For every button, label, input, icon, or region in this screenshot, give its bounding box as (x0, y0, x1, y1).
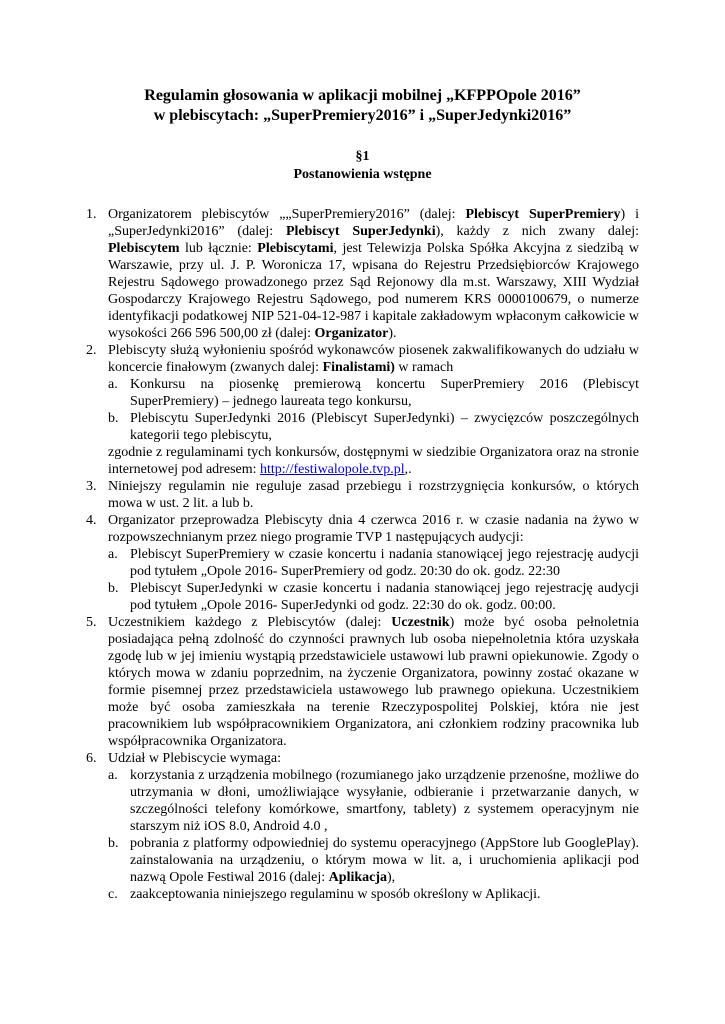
item-text: lub łącznie: (179, 241, 258, 256)
item-number: 2. (86, 343, 97, 358)
item-text: Udział w Plebiscycie wymaga: (108, 751, 282, 766)
item-text: Niniejszy regulamin nie reguluje zasad przebiegu i rozstrzygnięcia konkursów, o których mowa w ust. 2 lit. a lub b. (108, 479, 639, 511)
regulation-list (86, 206, 639, 903)
sub-item (108, 886, 639, 903)
sub-item-letter: a. (108, 547, 118, 562)
section-heading: Postanowienia wstępne (293, 167, 432, 182)
item-number: 3. (86, 479, 97, 494)
item-text: ) może być osoba pełnoletnia posiadająca pełną zdolność do czynności prawnych lub osoba niepełnoletnia która uzyskała zgodę lub w jej imieniu wystąpią przedstawiciele ustawowi lub prawni opiekunowie. Zgody o których mowa w zdaniu poprzednim, na życzenie Organizatora, powinny zostać okazane w formie pisemnej przez przedstawiciela ustawowego lub prawnego opiekuna. Uczestnikiem może być osoba zamieszkała na terenie Rzeczypospolitej Polskiej, która nie jest pracownikiem lub współpracownikiem Organizatora, ani członkiem rodziny pracownika lub współpracownika Organizatora. (108, 615, 640, 749)
website-link[interactable]: http://festiwalopole.tvp.pl (260, 462, 405, 477)
sub-item-letter: b. (108, 836, 119, 851)
sub-item-letter: b. (108, 581, 119, 596)
item-text: ). (388, 326, 397, 341)
defined-term: Uczestnik (391, 615, 450, 630)
list-item (86, 478, 639, 512)
item-number: 6. (86, 751, 97, 766)
sub-list (108, 767, 639, 903)
document-title (86, 86, 639, 126)
sub-item-text: zaakceptowania niniejszego regulaminu w sposób określony w Aplikacji. (130, 887, 541, 902)
list-item (86, 206, 639, 342)
defined-term: Aplikacja (328, 870, 388, 885)
item-text: ) i „SuperJedynki2016” (dalej: (108, 207, 639, 239)
item-text: w ramach (394, 360, 454, 375)
item-text: zgodnie z regulaminami tych konkursów, dostępnymi w siedzibie Organizatora oraz na stronie internetowej pod adresem: (108, 445, 639, 477)
defined-term: Plebiscyt SuperJedynki (285, 224, 436, 239)
item-text: Organizator przeprowadza Plebiscyty dnia 4 czerwca 2016 r. w czasie nadania na żywo w rozpowszechnianym przez niego programie TVP 1 następujących audycji: (108, 513, 639, 545)
list-item (86, 750, 639, 903)
defined-term: Organizator (314, 326, 389, 341)
list-item (86, 512, 639, 614)
item-number: 1. (86, 207, 97, 222)
sub-item (108, 835, 639, 886)
defined-term: Plebiscytami (257, 241, 334, 256)
sub-item-letter: a. (108, 377, 118, 392)
sub-item-text: Konkursu na piosenkę premierową koncertu SuperPremiery 2016 (Plebiscyt SuperPremiery) – jednego laureata tego konkursu, (130, 377, 639, 409)
item-text: Uczestnikiem każdego z Plebiscytów (dalej: (108, 615, 392, 630)
title-line-2: w plebiscytach: „SuperPremiery2016” i „SuperJedynki2016” (153, 107, 572, 124)
sub-item-text: Plebiscyt SuperPremiery w czasie koncertu i nadania stanowiącej jego rejestrację audycji pod tytułem „Opole 2016- SuperPremiery od godz. 20:30 do ok. godz. 22:30 (130, 547, 639, 579)
sub-item-text: Plebiscytu SuperJedynki 2016 (Plebiscyt SuperJedynki) – zwycięzców poszczególnych kategorii tego plebiscytu, (130, 411, 639, 443)
sub-item (108, 410, 639, 444)
defined-term: Finalistami) (322, 360, 395, 375)
sub-item-letter: a. (108, 768, 118, 783)
list-item (86, 342, 639, 478)
item-text: ,. (404, 462, 412, 477)
sub-item-letter: b. (108, 411, 119, 426)
item-text: Organizatorem plebiscytów „„SuperPremiery2016” (dalej: (108, 207, 466, 222)
sub-item-text: pobrania z platformy odpowiedniej do systemu operacyjnego (AppStore lub GooglePlay). zainstalowania na urządzeniu, o którym mowa w lit. a, i uruchomienia aplikacji pod nazwą Opole Festiwal 2016 (dalej: (130, 836, 639, 885)
list-item (86, 614, 639, 750)
sub-item-text: Plebiscyt SuperJedynki w czasie koncertu i nadania stanowiącej jego rejestrację audycji pod tytułem „Opole 2016- SuperJedynki od godz. 22:30 do ok. godz. 00:00. (130, 581, 639, 613)
sub-item (108, 767, 639, 835)
sub-item-text: korzystania z urządzenia mobilnego (rozumianego jako urządzenie przenośne, możliwe do utrzymania w dłoni, umożliwiające wysyłanie, odbieranie i przetwarzanie danych, w szczególności telefony komórkowe, smartfony, tablety) z systemem operacyjnym nie starszym niż iOS 8.0, Android 4.0 , (130, 768, 639, 834)
defined-term: Plebiscyt SuperPremiery (465, 207, 621, 222)
section-number: §1 (355, 149, 370, 164)
item-text: , jest Telewizja Polska Spółka Akcyjna z siedzibą w Warszawie, przy ul. J. P. Woronicza 17, wpisana do Rejestru Przedsiębiorców Krajowego Rejestru Sądowego prowadzonego przez Sąd Rejonowy dla m.st. Warszawy, XIII Wydział Gospodarczy Krajowego Rejestru Sądowego, pod numerem KRS 0000100679, o numerze identyfikacji podatkowej NIP 521-04-12-987 i kapitale zakładowym wpłaconym całkowicie w wysokości 266 596 500,00 zł (dalej: (108, 241, 639, 341)
defined-term: Plebiscytem (108, 241, 180, 256)
sub-item (108, 580, 639, 614)
sub-item (108, 376, 639, 410)
sub-list (108, 546, 639, 614)
item-number: 4. (86, 513, 97, 528)
sub-item (108, 546, 639, 580)
item-text: ), każdy z nich zwany dalej: (435, 224, 639, 239)
item-number: 5. (86, 615, 97, 630)
sub-item-text: ), (387, 870, 396, 885)
item-text: Plebiscyty służą wyłonieniu spośród wykonawców piosenek zakwalifikowanych do udziału w koncercie finałowym (zwanych dalej: (108, 343, 639, 375)
sub-list (108, 376, 639, 444)
title-line-1: Regulamin głosowania w aplikacji mobilnej „KFPPOpole 2016” (144, 87, 581, 104)
sub-item-letter: c. (108, 887, 118, 902)
